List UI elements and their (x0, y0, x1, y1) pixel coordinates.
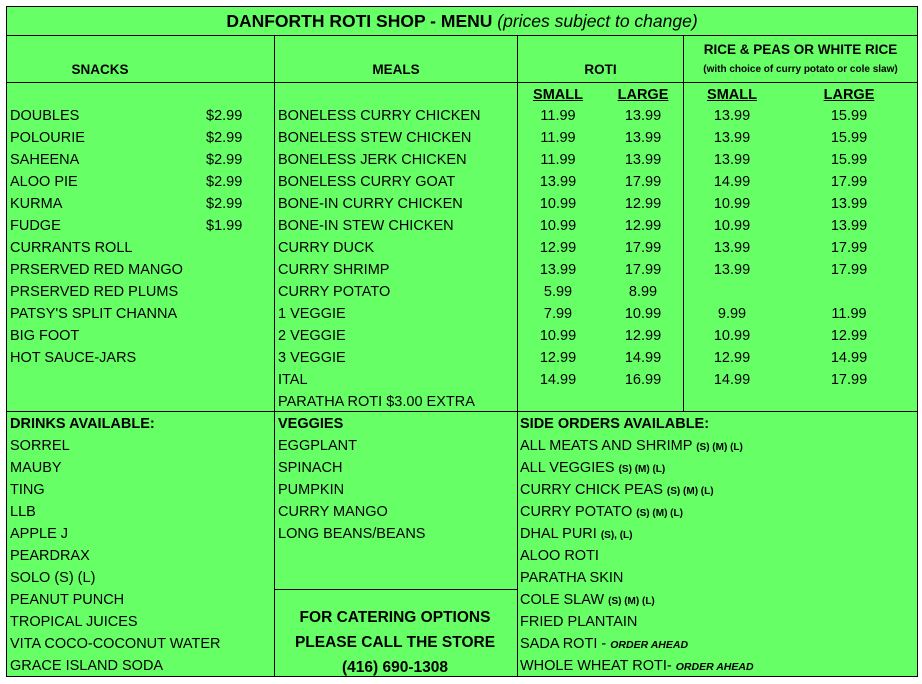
list-item: ALL MEATS AND SHRIMP (S) (M) (L) (520, 438, 743, 454)
paratha-extra-note: PARATHA ROTI $3.00 EXTRA (278, 394, 475, 410)
list-item: BIG FOOT (10, 328, 80, 344)
list-item: MAUBY (10, 460, 62, 476)
list-item: SAHEENA $2.99 (10, 152, 243, 168)
table-row: BONELESS CURRY GOAT 13.99 17.99 14.99 17.99 (278, 174, 868, 190)
list-item: PEARDRAX (10, 548, 90, 564)
list-item: SPINACH (278, 460, 343, 476)
table-row: BONELESS JERK CHICKEN 11.99 13.99 13.99 15.99 (278, 152, 868, 168)
snacks-list (10, 105, 270, 369)
list-item: ALOO PIE $2.99 (10, 174, 243, 190)
list-item: LLB (10, 504, 36, 520)
list-item: TROPICAL JUICES (10, 614, 138, 630)
list-item: KURMA $2.99 (10, 196, 243, 212)
table-row: CURRY DUCK 12.99 17.99 13.99 17.99 (278, 240, 868, 256)
table-row: BONELESS STEW CHICKEN 11.99 13.99 13.99 15.99 (278, 130, 868, 146)
rice-header-note: (with choice of curry potato or cole slaw) (703, 64, 898, 75)
list-item: CURRY CHICK PEAS (S) (M) (L) (520, 482, 714, 498)
list-item: APPLE J (10, 526, 69, 542)
list-item: SADA ROTI - ORDER AHEAD (520, 636, 689, 652)
list-item: CURRY POTATO (S) (M) (L) (520, 504, 683, 520)
veggies-header: VEGGIES (278, 416, 344, 432)
rice-header: RICE & PEAS OR WHITE RICE (703, 42, 898, 57)
list-item: SORREL (10, 438, 70, 454)
list-item: DOUBLES $2.99 (10, 108, 243, 124)
divider-col-1 (274, 35, 275, 677)
menu-title (7, 10, 917, 32)
list-item: PUMPKIN (278, 482, 345, 498)
drinks-list (10, 413, 270, 677)
list-item: FRIED PLANTAIN (520, 614, 638, 630)
meals-table (278, 105, 914, 413)
list-item: CURRANTS ROLL (10, 240, 133, 256)
list-item: PATSY'S SPLIT CHANNA (10, 306, 178, 322)
list-item: EGGPLANT (278, 438, 357, 454)
rice-large-header: LARGE (823, 87, 875, 103)
list-item: ALL VEGGIES (S) (M) (L) (520, 460, 666, 476)
list-item: LONG BEANS/BEANS (278, 526, 426, 542)
list-item: PEANUT PUNCH (10, 592, 125, 608)
list-item: GRACE ISLAND SODA (10, 658, 164, 674)
table-row: BONE-IN CURRY CHICKEN 10.99 12.99 10.99 13.99 (278, 196, 868, 212)
catering-line-2: PLEASE CALL THE STORE (294, 634, 496, 651)
catering-phone: (416) 690-1308 (342, 659, 448, 676)
list-item: HOT SAUCE-JARS (10, 350, 137, 366)
list-item: TING (10, 482, 45, 498)
table-row: ITAL 14.99 16.99 14.99 17.99 (278, 372, 868, 388)
list-item: PRSERVED RED PLUMS (10, 284, 179, 300)
veggies-list (278, 413, 514, 545)
menu-title-note: (prices subject to change) (497, 11, 698, 31)
side-orders-list (520, 413, 915, 677)
catering-line-1: FOR CATERING OPTIONS (299, 609, 491, 626)
divider-catering (274, 589, 518, 590)
list-item: COLE SLAW (S) (M) (L) (520, 592, 655, 608)
table-row: CURRY SHRIMP 13.99 17.99 13.99 17.99 (278, 262, 868, 278)
table-row: BONE-IN STEW CHICKEN 10.99 12.99 10.99 13.99 (278, 218, 868, 234)
table-row: 3 VEGGIE 12.99 14.99 12.99 14.99 (278, 350, 868, 366)
list-item: VITA COCO-COCONUT WATER (10, 636, 221, 652)
roti-header: ROTI (584, 62, 617, 77)
list-item: SOLO (S) (L) (10, 570, 96, 586)
list-item: CURRY MANGO (278, 504, 388, 520)
meals-header: MEALS (372, 62, 420, 77)
list-item: FUDGE $1.99 (10, 218, 243, 234)
list-item: POLOURIE $2.99 (10, 130, 243, 146)
menu-title-text: DANFORTH ROTI SHOP - MENU (226, 11, 493, 31)
table-row: CURRY POTATO 5.99 8.99 (278, 284, 658, 300)
list-item: WHOLE WHEAT ROTI- ORDER AHEAD (520, 658, 754, 674)
list-item: PARATHA SKIN (520, 570, 624, 586)
table-row: 1 VEGGIE 7.99 10.99 9.99 11.99 (278, 306, 867, 322)
snacks-header: SNACKS (71, 62, 129, 77)
list-item: PRSERVED RED MANGO (10, 262, 183, 278)
side-orders-header: SIDE ORDERS AVAILABLE: (520, 416, 710, 432)
list-item: DHAL PURI (S), (L) (520, 526, 633, 542)
drinks-header: DRINKS AVAILABLE: (10, 416, 155, 432)
table-row: BONELESS CURRY CHICKEN 11.99 13.99 13.99 15.99 (278, 108, 868, 124)
list-item: ALOO ROTI (520, 548, 599, 564)
divider-header (7, 82, 917, 83)
divider-title (7, 35, 917, 36)
roti-large-header: LARGE (617, 87, 669, 103)
roti-small-header: SMALL (533, 87, 583, 103)
menu-sheet (6, 6, 918, 677)
table-row: 2 VEGGIE 10.99 12.99 10.99 12.99 (278, 328, 868, 344)
rice-small-header: SMALL (707, 87, 757, 103)
